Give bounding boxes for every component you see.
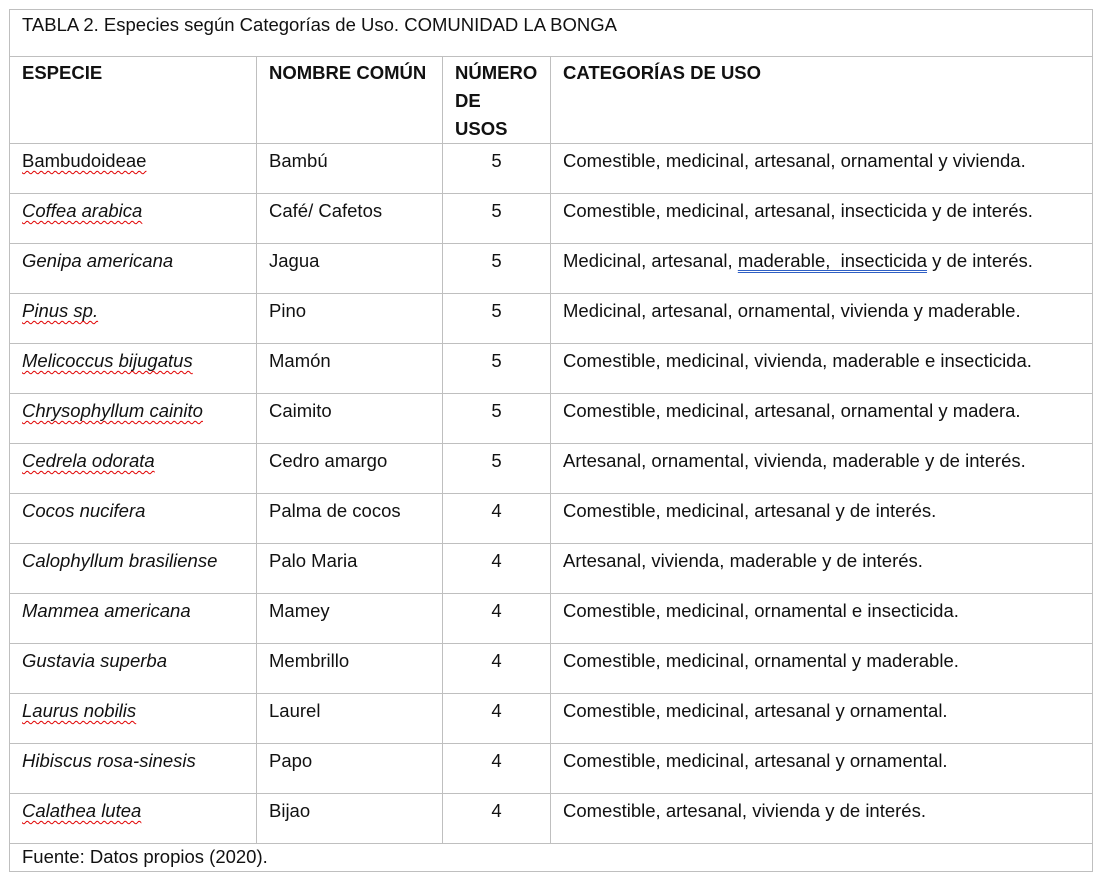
categories-text-part: Medicinal, artesanal, (563, 250, 738, 271)
categories-cell: Comestible, medicinal, ornamental y maderable. (551, 644, 1093, 694)
categories-cell: Artesanal, ornamental, vivienda, maderable y de interés. (551, 444, 1093, 494)
species-name: Melicoccus bijugatus (22, 350, 193, 371)
categories-cell: Comestible, medicinal, artesanal y ornamental. (551, 744, 1093, 794)
table-row (10, 594, 1093, 644)
table-row (10, 194, 1093, 244)
table-row (10, 294, 1093, 344)
species-cell (10, 194, 257, 244)
species-name: Pinus sp. (22, 300, 99, 321)
table-row (10, 444, 1093, 494)
species-cell (10, 394, 257, 444)
table-source-row (10, 844, 1093, 872)
header-num-uses: NÚMERO DE USOS (443, 57, 551, 144)
num-uses-cell: 5 (443, 244, 551, 294)
species-name: Cedrela odorata (22, 450, 155, 471)
table-row (10, 694, 1093, 744)
table-row (10, 744, 1093, 794)
table-row (10, 394, 1093, 444)
species-cell (10, 144, 257, 194)
species-cell (10, 344, 257, 394)
common-name-cell: Jagua (257, 244, 443, 294)
common-name-cell: Mamón (257, 344, 443, 394)
table-title: TABLA 2. Especies según Categorías de Uso. COMUNIDAD LA BONGA (10, 10, 1093, 57)
species-name: Coffea arabica (22, 200, 143, 221)
common-name-cell: Palma de cocos (257, 494, 443, 544)
table-row (10, 344, 1093, 394)
species-name: Cocos nucifera (22, 500, 146, 521)
species-name: Genipa americana (22, 250, 174, 271)
categories-cell: Comestible, medicinal, artesanal, insecticida y de interés. (551, 194, 1093, 244)
species-cell (10, 594, 257, 644)
categories-cell: Comestible, medicinal, artesanal y ornamental. (551, 694, 1093, 744)
table-row (10, 644, 1093, 694)
species-name: Bambudoideae (22, 150, 147, 171)
common-name-cell: Membrillo (257, 644, 443, 694)
num-uses-cell: 5 (443, 444, 551, 494)
species-cell (10, 744, 257, 794)
common-name-cell: Pino (257, 294, 443, 344)
species-cell (10, 294, 257, 344)
num-uses-cell: 5 (443, 144, 551, 194)
num-uses-cell: 4 (443, 794, 551, 844)
table-row (10, 244, 1093, 294)
table-header-row (10, 57, 1093, 144)
categories-cell (551, 244, 1093, 294)
num-uses-cell: 4 (443, 494, 551, 544)
num-uses-cell: 5 (443, 344, 551, 394)
num-uses-cell: 4 (443, 694, 551, 744)
species-use-table (9, 9, 1093, 872)
species-name: Calophyllum brasiliense (22, 550, 218, 571)
table-row (10, 794, 1093, 844)
num-uses-cell: 5 (443, 394, 551, 444)
common-name-cell: Palo Maria (257, 544, 443, 594)
species-cell (10, 644, 257, 694)
table-row (10, 494, 1093, 544)
species-cell (10, 544, 257, 594)
grammar-flagged-text: maderable, insecticida (737, 250, 928, 271)
categories-cell: Comestible, medicinal, vivienda, maderable e insecticida. (551, 344, 1093, 394)
num-uses-cell: 5 (443, 294, 551, 344)
species-cell (10, 244, 257, 294)
common-name-cell: Café/ Cafetos (257, 194, 443, 244)
num-uses-cell: 4 (443, 544, 551, 594)
species-name: Mammea americana (22, 600, 191, 621)
table-row (10, 544, 1093, 594)
num-uses-cell: 4 (443, 644, 551, 694)
num-uses-cell: 4 (443, 744, 551, 794)
categories-cell: Comestible, medicinal, ornamental e insecticida. (551, 594, 1093, 644)
common-name-cell: Bijao (257, 794, 443, 844)
common-name-cell: Papo (257, 744, 443, 794)
species-cell (10, 694, 257, 744)
species-name: Chrysophyllum cainito (22, 400, 203, 421)
common-name-cell: Laurel (257, 694, 443, 744)
categories-cell: Artesanal, vivienda, maderable y de interés. (551, 544, 1093, 594)
header-categories: CATEGORÍAS DE USO (551, 57, 1093, 144)
header-common-name: NOMBRE COMÚN (257, 57, 443, 144)
table-row (10, 144, 1093, 194)
table-title-row (10, 10, 1093, 57)
species-name: Hibiscus rosa-sinesis (22, 750, 196, 771)
species-name: Laurus nobilis (22, 700, 137, 721)
categories-cell: Comestible, medicinal, artesanal, ornamental y vivienda. (551, 144, 1093, 194)
species-cell (10, 494, 257, 544)
categories-cell: Comestible, medicinal, artesanal, ornamental y madera. (551, 394, 1093, 444)
species-name: Calathea lutea (22, 800, 142, 821)
table-source-note: Fuente: Datos propios (2020). (10, 844, 1093, 872)
species-cell (10, 794, 257, 844)
species-cell (10, 444, 257, 494)
common-name-cell: Mamey (257, 594, 443, 644)
header-species: ESPECIE (10, 57, 257, 144)
categories-cell: Medicinal, artesanal, ornamental, vivienda y maderable. (551, 294, 1093, 344)
common-name-cell: Caimito (257, 394, 443, 444)
species-name: Gustavia superba (22, 650, 168, 671)
num-uses-cell: 4 (443, 594, 551, 644)
num-uses-cell: 5 (443, 194, 551, 244)
common-name-cell: Cedro amargo (257, 444, 443, 494)
categories-cell: Comestible, artesanal, vivienda y de interés. (551, 794, 1093, 844)
categories-text-part: y de interés. (927, 250, 1033, 271)
common-name-cell: Bambú (257, 144, 443, 194)
categories-cell: Comestible, medicinal, artesanal y de interés. (551, 494, 1093, 544)
